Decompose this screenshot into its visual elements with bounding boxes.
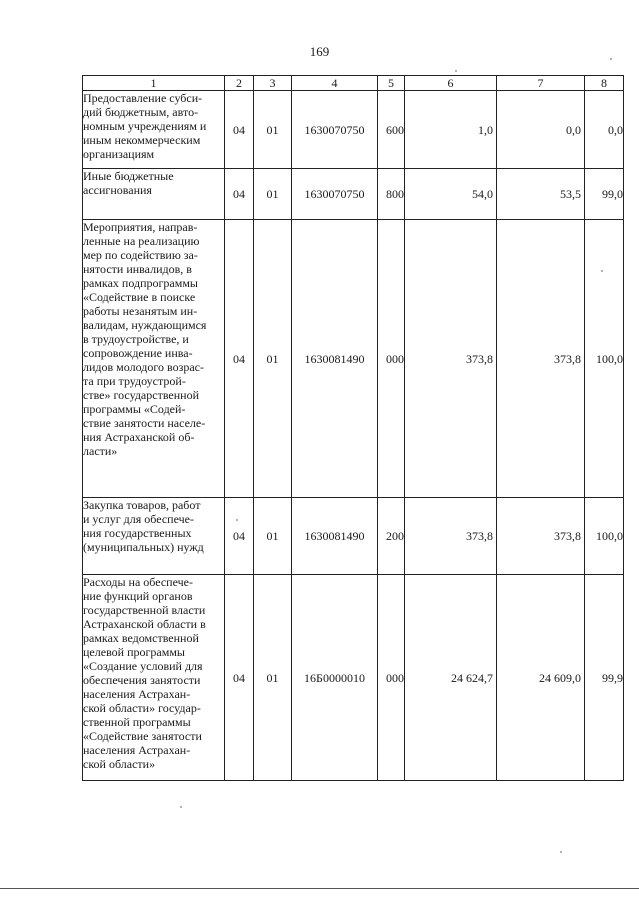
executed-amount-cell: 53,5 [497,169,585,220]
subsection-cell: 01 [254,91,292,169]
executed-amount-cell: 24 609,0 [497,575,585,781]
header-cell: 3 [254,76,292,91]
scan-speck [610,58,612,60]
percent-cell: 99,0 [585,169,624,220]
target-article-cell: 1630081490 [292,498,378,575]
target-article-cell: 1630070750 [292,91,378,169]
item-name-cell: Мероприятия, направ- ленные на реализацию мер по содействию за- нятости инвалидов, в рамках подпрограммы «Содействие в поиске работы незанятым ин- валидам, нуждающимся в трудоустройстве, и сопровождение инва- лидов молодого возрас- та при трудоустрой- стве» государственной программы «Содей- ствие занятости населе- ния Астраханской об- ласти» [83,220,225,498]
planned-amount-cell: 373,8 [405,220,497,498]
table-row [83,169,624,220]
subsection-cell: 01 [254,220,292,498]
item-name-cell: Закупка товаров, работ и услуг для обеспече- ния государственных (муниципальных) нужд [83,498,225,575]
table-row [83,91,624,169]
page-number: 169 [309,44,330,59]
executed-amount-cell: 0,0 [497,91,585,169]
table-row [83,220,624,498]
planned-amount-cell: 54,0 [405,169,497,220]
percent-cell: 99,9 [585,575,624,781]
item-name-cell: Расходы на обеспече- ние функций органов государственной власти Астраханской области в рамках ведомственной целевой программы «Создание условий для обеспечения занятости населения Астрахан- ской области» государ- ственной программы «Содействие занятости населения Астрахан- ской области» [83,575,225,781]
target-article-cell: 1630081490 [292,220,378,498]
header-cell: 6 [405,76,497,91]
percent-cell: 100,0 [585,498,624,575]
subsection-cell: 01 [254,498,292,575]
section-cell: 04 [225,498,254,575]
section-cell: 04 [225,169,254,220]
section-cell: 04 [225,575,254,781]
section-cell: 04 [225,91,254,169]
scan-speck [560,851,562,853]
expense-type-cell: 000 [378,220,405,498]
subsection-cell: 01 [254,169,292,220]
percent-cell: 100,0 [585,220,624,498]
planned-amount-cell: 24 624,7 [405,575,497,781]
table-row [83,498,624,575]
table-body [83,91,624,781]
subsection-cell: 01 [254,575,292,781]
table-row [83,575,624,781]
scan-speck [455,70,457,72]
budget-table [82,75,624,781]
expense-type-cell: 000 [378,575,405,781]
header-row [83,76,624,91]
scan-speck [601,270,603,272]
header-cell: 8 [585,76,624,91]
expense-type-cell: 800 [378,169,405,220]
expense-type-cell: 200 [378,498,405,575]
planned-amount-cell: 373,8 [405,498,497,575]
target-article-cell: 16Б0000010 [292,575,378,781]
item-name-cell: Предоставление субси- дий бюджетным, авто- номным учреждениям и иным некоммерческим организациям [83,91,225,169]
header-cell: 7 [497,76,585,91]
page-bottom-rule [0,888,639,889]
item-name-cell: Иные бюджетные ассигнования [83,169,225,220]
header-cell: 5 [378,76,405,91]
percent-cell: 0,0 [585,91,624,169]
scan-speck [236,519,238,521]
executed-amount-cell: 373,8 [497,498,585,575]
header-cell: 2 [225,76,254,91]
header-cell: 4 [292,76,378,91]
section-cell: 04 [225,220,254,498]
target-article-cell: 1630070750 [292,169,378,220]
scan-speck [180,806,182,808]
executed-amount-cell: 373,8 [497,220,585,498]
header-cell: 1 [83,76,225,91]
expense-type-cell: 600 [378,91,405,169]
planned-amount-cell: 1,0 [405,91,497,169]
